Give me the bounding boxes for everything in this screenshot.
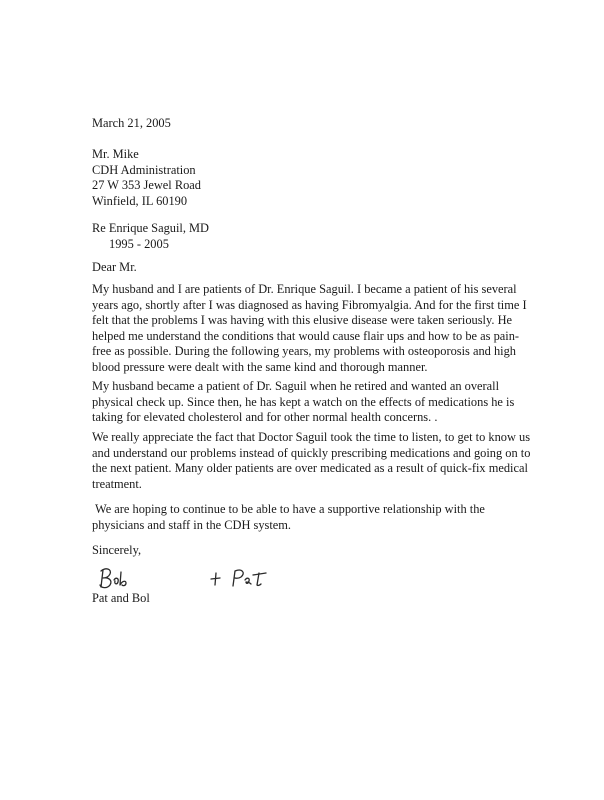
recipient-street: 27 W 353 Jewel Road	[92, 178, 201, 193]
paragraph-line: years ago, shortly after I was diagnosed as having Fibromyalgia. And for the first time I	[92, 297, 527, 312]
paragraph-line: and understand our problems instead of quickly prescribing medications and going on to	[92, 445, 531, 460]
paragraph-1	[92, 282, 582, 376]
paragraph-line: We really appreciate the fact that Doctor Saguil took the time to listen, to get to know us	[92, 430, 531, 444]
signature-bob	[96, 564, 130, 592]
date-text: March 21, 2005	[92, 116, 171, 130]
reference-line	[92, 221, 582, 252]
closing	[92, 543, 582, 559]
signed-names	[92, 591, 582, 607]
letter-date	[92, 116, 582, 132]
signed-name-text: Pat and Bol	[92, 591, 150, 605]
reference-years: 1995 - 2005	[109, 236, 169, 251]
paragraph-4	[92, 502, 582, 533]
reference-subject: Re Enrique Saguil, MD	[92, 221, 210, 235]
paragraph-line: felt that the problems I was having with this elusive disease were taken seriously. He	[92, 313, 513, 328]
paragraph-line: helped me understand the conditions that would cause flair ups and how to be as pain-	[92, 328, 520, 343]
paragraph-line: treatment.	[92, 476, 142, 491]
paragraph-line: blood pressure were dealt with the same kind and thorough manner.	[92, 359, 428, 374]
recipient-city: Winfield, IL 60190	[92, 193, 188, 208]
salutation-text: Dear Mr.	[92, 260, 137, 274]
paragraph-line: physical check up. Since then, he has kept a watch on the effects of medications he is	[92, 394, 515, 409]
recipient-org: CDH Administration	[92, 162, 196, 177]
paragraph-line: free as possible. During the following years, my problems with osteoporosis and high	[92, 344, 516, 359]
paragraph-2	[92, 379, 582, 426]
closing-text: Sincerely,	[92, 543, 142, 557]
paragraph-line: We are hoping to continue to be able to have a supportive relationship with the	[95, 502, 485, 516]
paragraph-line: My husband became a patient of Dr. Saguil when he retired and wanted an overall	[92, 379, 500, 393]
recipient-name: Mr. Mike	[92, 147, 139, 161]
paragraph-line: My husband and I are patients of Dr. Enrique Saguil. I became a patient of his several	[92, 282, 517, 296]
paragraph-3	[92, 430, 582, 492]
signature-pat	[208, 566, 270, 592]
paragraph-line: taking for elevated cholesterol and for other normal health concerns. .	[92, 410, 438, 425]
paragraph-line: physicians and staff in the CDH system.	[92, 517, 292, 532]
paragraph-line: the next patient. Many older patients are over medicated as a result of quick-fix medical	[92, 461, 528, 476]
salutation	[92, 260, 582, 276]
recipient-address	[92, 147, 582, 209]
